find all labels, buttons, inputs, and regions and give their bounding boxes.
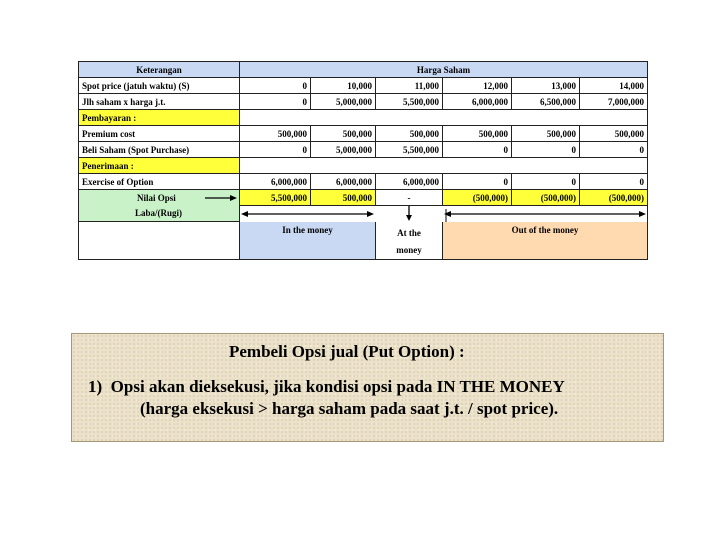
table-cell: (500,000) <box>580 190 648 206</box>
table-cell: 5,500,000 <box>376 94 443 110</box>
table-cell: 0 <box>443 142 512 158</box>
table-cell: 5,500,000 <box>240 190 311 206</box>
zone-out-of-the-money: Out of the money <box>443 222 648 260</box>
section-label-penerimaan: Penerimaan : <box>79 158 240 174</box>
table-cell: 10,000 <box>311 78 376 94</box>
table-cell: 6,000,000 <box>443 94 512 110</box>
table-cell: 13,000 <box>512 78 580 94</box>
table-cell: 0 <box>580 174 648 190</box>
out-of-the-money-arrow <box>443 206 648 222</box>
row-label-laba-rugi: Laba/(Rugi) <box>79 206 240 222</box>
row-label-spot-price: Spot price (jatuh waktu) (S) <box>79 78 240 94</box>
table-cell: 0 <box>512 174 580 190</box>
header-keterangan: Keterangan <box>79 62 240 78</box>
table-row-spot-price <box>79 78 648 94</box>
table-row-beli-saham <box>79 142 648 158</box>
table-row-pembayaran <box>79 110 648 126</box>
table-row-laba-rugi <box>79 206 648 222</box>
row-label-beli-saham: Beli Saham (Spot Purchase) <box>79 142 240 158</box>
item-text-line1: Opsi akan dieksekusi, jika kondisi opsi pada IN THE MONEY <box>110 377 565 396</box>
table-cell: 500,000 <box>443 126 512 142</box>
table-cell <box>79 222 240 260</box>
in-the-money-arrow <box>240 206 376 222</box>
zone-at-line1: At the <box>397 227 421 238</box>
at-the-money-arrow <box>376 206 443 222</box>
explanation-item <box>88 376 565 420</box>
table-cell: 500,000 <box>512 126 580 142</box>
table-row-zones <box>79 222 648 260</box>
table-row-premium <box>79 126 648 142</box>
table-cell: 500,000 <box>376 126 443 142</box>
table-row-jlh-saham <box>79 94 648 110</box>
zone-in-the-money: In the money <box>240 222 376 260</box>
table-cell: 6,000,000 <box>311 174 376 190</box>
explanation-line-1 <box>88 376 565 398</box>
table-cell: 5,000,000 <box>311 94 376 110</box>
row-label-jlh-saham: Jlh saham x harga j.t. <box>79 94 240 110</box>
row-label-exercise: Exercise of Option <box>79 174 240 190</box>
table-header-row <box>79 62 648 78</box>
header-harga-saham: Harga Saham <box>240 62 648 78</box>
item-number: 1) <box>88 377 103 396</box>
option-payoff-table <box>78 61 648 260</box>
zone-at-the-money <box>376 222 443 260</box>
table-cell <box>240 158 648 174</box>
table-cell: 0 <box>240 78 311 94</box>
table-cell: 0 <box>580 142 648 158</box>
double-arrow-icon <box>240 206 376 222</box>
table-cell: 500,000 <box>580 126 648 142</box>
table-cell: - <box>376 190 443 206</box>
table-cell: 0 <box>443 174 512 190</box>
table-cell: 14,000 <box>580 78 648 94</box>
explanation-box <box>71 333 664 442</box>
table-cell: 0 <box>240 94 311 110</box>
table-cell: 12,000 <box>443 78 512 94</box>
right-arrow-icon <box>79 190 240 206</box>
row-label-nilai-opsi <box>79 190 240 206</box>
table-cell <box>240 110 648 126</box>
table-cell: 500,000 <box>311 126 376 142</box>
table-cell: 500,000 <box>240 126 311 142</box>
zone-at-line2: money <box>396 244 422 255</box>
item-text-line2: (harga eksekusi > harga saham pada saat j.t. / spot price). <box>140 399 559 418</box>
table-row-exercise <box>79 174 648 190</box>
table-cell: 0 <box>512 142 580 158</box>
nilai-opsi-label: Nilai Opsi <box>137 192 176 203</box>
table-cell: (500,000) <box>512 190 580 206</box>
table-cell: 500,000 <box>311 190 376 206</box>
table-cell: 6,000,000 <box>376 174 443 190</box>
section-label-pembayaran: Pembayaran : <box>79 110 240 126</box>
table-cell: 11,000 <box>376 78 443 94</box>
table-cell: 6,500,000 <box>512 94 580 110</box>
table-cell: (500,000) <box>443 190 512 206</box>
table-row-penerimaan <box>79 158 648 174</box>
table-cell: 5,000,000 <box>311 142 376 158</box>
double-arrow-icon <box>443 206 648 222</box>
table-row-nilai-opsi <box>79 190 648 206</box>
table-cell: 6,000,000 <box>240 174 311 190</box>
table-cell: 0 <box>240 142 311 158</box>
explanation-title: Pembeli Opsi jual (Put Option) : <box>229 342 465 361</box>
table-cell: 7,000,000 <box>580 94 648 110</box>
row-label-premium: Premium cost <box>79 126 240 142</box>
down-arrow-icon <box>376 206 443 222</box>
table-cell: 5,500,000 <box>376 142 443 158</box>
